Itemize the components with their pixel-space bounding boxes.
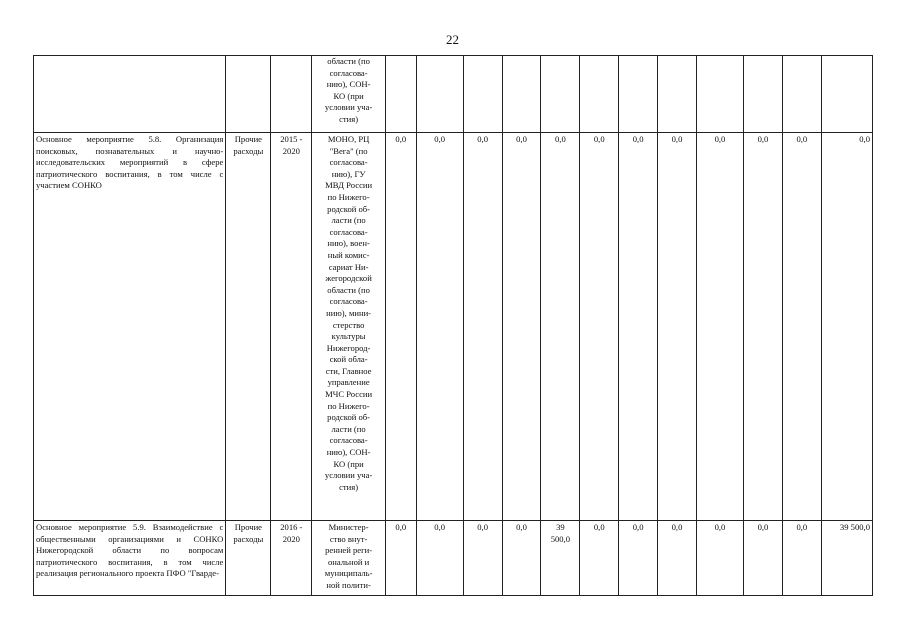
value-cell: 0,0 (416, 521, 463, 596)
value-cell (502, 56, 541, 133)
value-cell: 0,0 (696, 133, 743, 521)
value-cell: 0,0 (580, 133, 619, 521)
period-cell (271, 56, 312, 133)
value-cell: 0,0 (385, 133, 416, 521)
value-cell (619, 56, 658, 133)
funding-source-cell: Прочие расходы (226, 133, 271, 521)
funding-source-cell: Прочие расходы (226, 521, 271, 596)
total-value-cell: 39 500,0 (821, 521, 872, 596)
value-cell: 0,0 (619, 521, 658, 596)
total-value-cell (821, 56, 872, 133)
value-cell: 0,0 (463, 133, 502, 521)
value-cell: 0,0 (416, 133, 463, 521)
value-cell: 0,0 (541, 133, 580, 521)
period-cell: 2016 - 2020 (271, 521, 312, 596)
value-cell (782, 56, 821, 133)
activity-name-cell (34, 56, 226, 133)
value-cell: 0,0 (782, 133, 821, 521)
value-cell: 0,0 (502, 133, 541, 521)
activity-name-cell: Основное мероприятие 5.8. Организация поисковых, познавательных и научно-исследовательских мероприятий в сфере патриотического воспитания, в том числе с участием СОНКО (34, 133, 226, 521)
value-cell: 0,0 (580, 521, 619, 596)
value-cell: 0,0 (744, 521, 783, 596)
value-cell (416, 56, 463, 133)
value-cell: 0,0 (658, 521, 697, 596)
value-cell: 0,0 (782, 521, 821, 596)
value-cell: 0,0 (658, 133, 697, 521)
activity-name-cell: Основное мероприятие 5.9. Взаимодействие с общественными организациями и СОНКО Нижегородской области по вопросам патриотического воспитания, в том числе реализация регионального проекта ПФО "Гварде- (34, 521, 226, 596)
value-cell: 0,0 (385, 521, 416, 596)
value-cell: 39 500,0 (541, 521, 580, 596)
table-row (34, 133, 873, 521)
value-cell: 0,0 (619, 133, 658, 521)
value-cell (463, 56, 502, 133)
value-cell: 0,0 (502, 521, 541, 596)
page-number: 22 (446, 32, 459, 47)
executors-cell: Министер- ство внут- ренней реги- ональной и муниципаль- ной полити- (312, 521, 386, 596)
program-table-container (33, 55, 873, 596)
executors-cell: области (по согласова- нию), СОН- КО (при условии уча- стия) (312, 56, 386, 133)
table-row (34, 521, 873, 596)
value-cell (580, 56, 619, 133)
period-cell: 2015 - 2020 (271, 133, 312, 521)
executors-cell: МОНО, РЦ "Вега" (по согласова- нию), ГУ МВД России по Нижего- родской об- ласти (по согласова- нию), воен- ный комис- сариат Ни- жегородской области (по согласова- нию), мини- стерство культуры Нижегород- ской обла- сти, Главное управление МЧС России по Нижего- родской об- ласти (по согласова- нию), СОН- КО (при условии уча- стия) (312, 133, 386, 521)
value-cell: 0,0 (744, 133, 783, 521)
value-cell (385, 56, 416, 133)
value-cell (658, 56, 697, 133)
value-cell: 0,0 (463, 521, 502, 596)
table-row (34, 56, 873, 133)
value-cell (696, 56, 743, 133)
total-value-cell: 0,0 (821, 133, 872, 521)
value-cell (541, 56, 580, 133)
program-activities-table (33, 55, 873, 596)
value-cell: 0,0 (696, 521, 743, 596)
value-cell (744, 56, 783, 133)
funding-source-cell (226, 56, 271, 133)
